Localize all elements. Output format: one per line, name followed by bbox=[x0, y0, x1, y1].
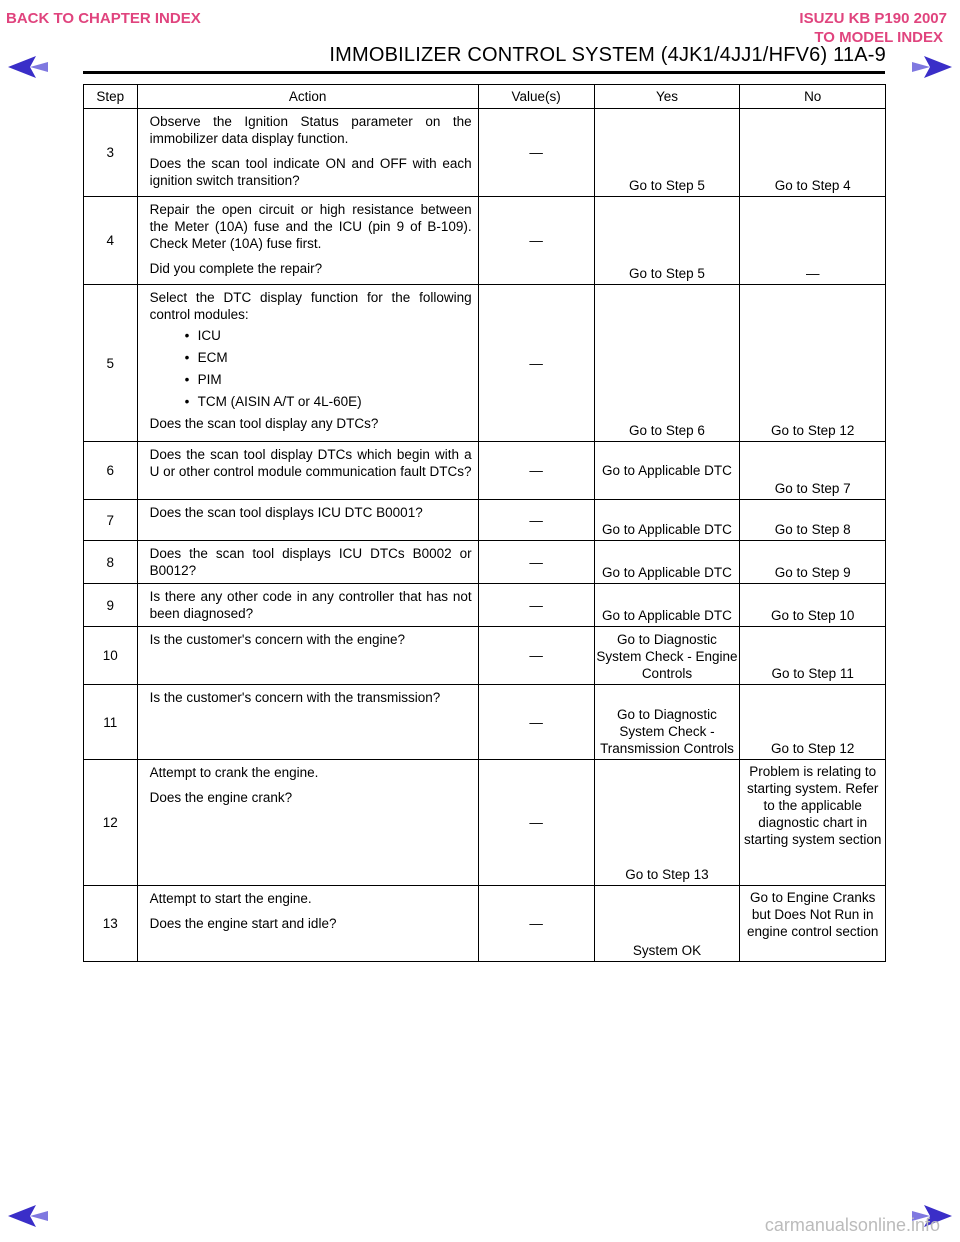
table-header-row bbox=[84, 85, 886, 109]
no-cell: Go to Step 4 bbox=[740, 109, 886, 197]
previous-page-arrow-icon[interactable] bbox=[6, 1203, 50, 1229]
table-row bbox=[84, 886, 886, 962]
value-cell: — bbox=[478, 541, 594, 584]
action-text: Is the customer's concern with the engine? bbox=[149, 632, 406, 647]
table-row bbox=[84, 685, 886, 760]
no-cell: — bbox=[740, 197, 886, 285]
header-step: Step bbox=[84, 85, 138, 109]
list-item: • PIM bbox=[198, 371, 472, 388]
yes-cell: Go to Diagnostic System Check - Engine Controls bbox=[594, 627, 740, 685]
value-cell: — bbox=[478, 627, 594, 685]
step-number: 3 bbox=[84, 109, 138, 197]
action-text: Attempt to crank the engine. bbox=[149, 765, 319, 780]
action-cell bbox=[137, 442, 478, 500]
action-text: Does the scan tool displays ICU DTC B0001? bbox=[149, 505, 423, 520]
table-row bbox=[84, 285, 886, 442]
action-text: Is there any other code in any controller that has not been diagnosed? bbox=[149, 589, 472, 621]
no-cell: Go to Step 10 bbox=[740, 584, 886, 627]
yes-cell: Go to Applicable DTC bbox=[594, 500, 740, 541]
value-cell: — bbox=[478, 442, 594, 500]
step-number: 9 bbox=[84, 584, 138, 627]
no-cell: Go to Step 7 bbox=[740, 442, 886, 500]
list-item: • TCM (AISIN A/T or 4L-60E) bbox=[198, 393, 472, 410]
value-cell: — bbox=[478, 685, 594, 760]
table-row bbox=[84, 760, 886, 886]
yes-cell: Go to Applicable DTC bbox=[594, 541, 740, 584]
yes-cell: System OK bbox=[594, 886, 740, 962]
yes-cell: Go to Step 5 bbox=[594, 109, 740, 197]
header-yes: Yes bbox=[594, 85, 740, 109]
action-cell bbox=[137, 197, 478, 285]
step-number: 4 bbox=[84, 197, 138, 285]
step-number: 11 bbox=[84, 685, 138, 760]
action-text: Does the scan tool display DTCs which begin with a U or other control module communication fault DTCs? bbox=[149, 447, 472, 479]
step-number: 6 bbox=[84, 442, 138, 500]
no-cell: Go to Engine Cranks but Does Not Run in engine control section bbox=[740, 886, 886, 962]
next-page-arrow-icon[interactable] bbox=[910, 54, 954, 80]
yes-cell: Go to Applicable DTC bbox=[594, 584, 740, 627]
diagnostic-steps-table bbox=[83, 84, 886, 962]
yes-cell: Go to Step 6 bbox=[594, 285, 740, 442]
no-cell: Go to Step 11 bbox=[740, 627, 886, 685]
section-title: IMMOBILIZER CONTROL SYSTEM (4JK1/4JJ1/HFV6) 11A-9 bbox=[329, 44, 886, 66]
action-question: Did you complete the repair? bbox=[149, 261, 323, 276]
action-question: Does the engine crank? bbox=[149, 790, 293, 805]
yes-cell: Go to Step 13 bbox=[594, 760, 740, 886]
action-text: Observe the Ignition Status parameter on the immobilizer data display function. bbox=[149, 114, 472, 146]
table-row bbox=[84, 109, 886, 197]
action-cell bbox=[137, 886, 478, 962]
action-cell bbox=[137, 627, 478, 685]
header-values: Value(s) bbox=[478, 85, 594, 109]
value-cell: — bbox=[478, 760, 594, 886]
yes-cell: Go to Step 5 bbox=[594, 197, 740, 285]
action-cell bbox=[137, 760, 478, 886]
action-question: Does the engine start and idle? bbox=[149, 916, 337, 931]
action-cell bbox=[137, 584, 478, 627]
action-cell bbox=[137, 500, 478, 541]
no-cell: Problem is relating to starting system. Refer to the applicable diagnostic chart in starting system section bbox=[740, 760, 886, 886]
table-row bbox=[84, 584, 886, 627]
header-action: Action bbox=[137, 85, 478, 109]
value-cell: — bbox=[478, 886, 594, 962]
action-text: Select the DTC display function for the following control modules: bbox=[149, 290, 472, 322]
table-row bbox=[84, 541, 886, 584]
action-text: Repair the open circuit or high resistance between the Meter (10A) fuse and the ICU (pin 9 of B-109). Check Meter (10A) fuse first. bbox=[149, 202, 472, 251]
back-to-chapter-index-link[interactable]: BACK TO CHAPTER INDEX bbox=[6, 10, 201, 27]
value-cell: — bbox=[478, 285, 594, 442]
value-cell: — bbox=[478, 584, 594, 627]
action-cell bbox=[137, 285, 478, 442]
list-item: • ECM bbox=[198, 349, 472, 366]
table-row bbox=[84, 627, 886, 685]
to-model-index-link[interactable]: TO MODEL INDEX bbox=[814, 29, 943, 46]
step-number: 13 bbox=[84, 886, 138, 962]
step-number: 8 bbox=[84, 541, 138, 584]
table-row bbox=[84, 500, 886, 541]
step-number: 12 bbox=[84, 760, 138, 886]
yes-cell: Go to Applicable DTC bbox=[594, 442, 740, 500]
model-title-link[interactable]: ISUZU KB P190 2007 bbox=[799, 10, 947, 27]
step-number: 7 bbox=[84, 500, 138, 541]
action-text: Attempt to start the engine. bbox=[149, 891, 312, 906]
yes-cell: Go to Diagnostic System Check - Transmission Controls bbox=[594, 685, 740, 760]
no-cell: Go to Step 9 bbox=[740, 541, 886, 584]
no-cell: Go to Step 12 bbox=[740, 285, 886, 442]
list-item: • ICU bbox=[198, 327, 472, 344]
table-row bbox=[84, 197, 886, 285]
no-cell: Go to Step 12 bbox=[740, 685, 886, 760]
action-question: Does the scan tool indicate ON and OFF with each ignition switch transition? bbox=[149, 156, 472, 188]
value-cell: — bbox=[478, 197, 594, 285]
step-number: 5 bbox=[84, 285, 138, 442]
control-module-list bbox=[150, 327, 472, 410]
action-text: Is the customer's concern with the transmission? bbox=[149, 690, 441, 705]
value-cell: — bbox=[478, 109, 594, 197]
header-rule bbox=[83, 71, 885, 74]
previous-page-arrow-icon[interactable] bbox=[6, 54, 50, 80]
table-row bbox=[84, 442, 886, 500]
step-number: 10 bbox=[84, 627, 138, 685]
action-text: Does the scan tool displays ICU DTCs B0002 or B0012? bbox=[149, 546, 472, 578]
watermark: carmanualsonline.info bbox=[764, 1215, 940, 1235]
action-cell bbox=[137, 541, 478, 584]
header-no: No bbox=[740, 85, 886, 109]
value-cell: — bbox=[478, 500, 594, 541]
action-cell bbox=[137, 685, 478, 760]
no-cell: Go to Step 8 bbox=[740, 500, 886, 541]
action-question: Does the scan tool display any DTCs? bbox=[149, 416, 379, 431]
action-cell bbox=[137, 109, 478, 197]
